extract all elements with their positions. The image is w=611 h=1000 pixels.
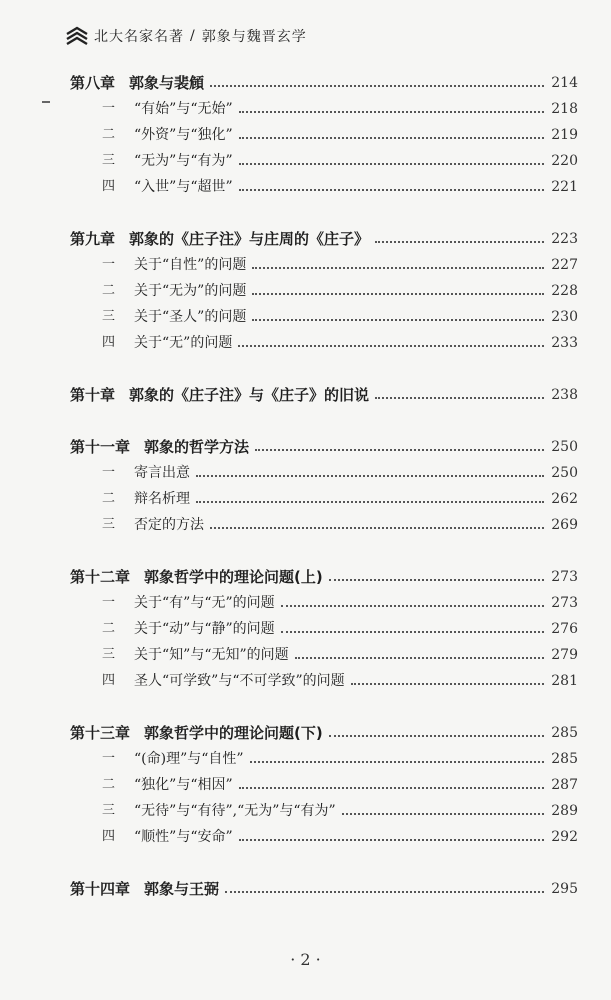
section-entry-page: 262 bbox=[551, 491, 578, 507]
section-entry-page: 233 bbox=[551, 335, 578, 351]
header-separator: / bbox=[190, 28, 196, 44]
margin-mark bbox=[42, 101, 50, 103]
section-entry-label: 一 bbox=[102, 257, 116, 272]
dot-leader bbox=[225, 883, 544, 893]
section-entry-label: 三 bbox=[102, 309, 116, 324]
chapter-entry-title: 郭象哲学中的理论问题(下) bbox=[144, 724, 323, 742]
section-entry-page: 292 bbox=[551, 829, 578, 845]
section-entry-label: 四 bbox=[102, 335, 116, 350]
section-entry-page: 289 bbox=[551, 803, 578, 819]
chapter-entry-page: 295 bbox=[551, 881, 578, 897]
dot-leader bbox=[239, 129, 544, 139]
section-entry-label: 二 bbox=[102, 283, 116, 298]
chapter-entry-page: 214 bbox=[551, 75, 578, 91]
running-header bbox=[64, 22, 307, 50]
dot-leader bbox=[255, 441, 544, 451]
chapter-entry-title: 郭象的哲学方法 bbox=[144, 438, 250, 456]
chapter-entry-title: 郭象的《庄子注》与《庄子》的旧说 bbox=[129, 386, 370, 404]
dot-leader bbox=[252, 285, 544, 295]
chapter-entry-label: 第九章 bbox=[70, 230, 116, 248]
section-entry bbox=[70, 278, 578, 304]
section-entry-page: 219 bbox=[551, 127, 578, 143]
section-entry-title: “入世”与“超世” bbox=[134, 179, 233, 195]
dot-leader bbox=[239, 155, 544, 165]
section-entry bbox=[70, 512, 578, 538]
chapter-entry-title: 郭象哲学中的理论问题(上) bbox=[144, 568, 323, 586]
section-entry-title: “有始”与“无始” bbox=[134, 101, 233, 117]
chapter-gap bbox=[70, 538, 578, 564]
dot-leader bbox=[329, 571, 544, 581]
section-entry-page: 273 bbox=[551, 595, 578, 611]
chapter-entry bbox=[70, 564, 578, 590]
section-entry-title: 关于“有”与“无”的问题 bbox=[134, 595, 275, 611]
chapter-entry-title: 郭象与王弼 bbox=[144, 880, 220, 898]
dot-leader bbox=[375, 389, 544, 399]
section-entry-title: 寄言出意 bbox=[134, 465, 190, 481]
dot-leader bbox=[329, 727, 544, 737]
section-entry-label: 三 bbox=[102, 647, 116, 662]
university-logo-icon bbox=[64, 24, 90, 48]
section-entry bbox=[70, 96, 578, 122]
section-entry bbox=[70, 460, 578, 486]
section-entry bbox=[70, 642, 578, 668]
book-title: 郭象与魏晋玄学 bbox=[201, 29, 307, 45]
dot-leader bbox=[351, 675, 544, 685]
section-entry-title: 关于“无为”的问题 bbox=[134, 283, 247, 299]
table-of-contents bbox=[70, 70, 578, 902]
section-entry bbox=[70, 252, 578, 278]
section-entry-title: 圣人“可学致”与“不可学致”的问题 bbox=[134, 673, 345, 689]
section-entry-page: 221 bbox=[551, 179, 578, 195]
section-entry-title: “外资”与“独化” bbox=[134, 127, 233, 143]
section-entry-label: 一 bbox=[102, 751, 116, 766]
section-entry bbox=[70, 122, 578, 148]
dot-leader bbox=[239, 103, 544, 113]
section-entry bbox=[70, 148, 578, 174]
dot-leader bbox=[239, 831, 544, 841]
section-entry-page: 281 bbox=[551, 673, 578, 689]
dot-leader bbox=[252, 259, 544, 269]
section-entry-page: 218 bbox=[551, 101, 578, 117]
chapter-entry-label: 第十四章 bbox=[70, 880, 131, 898]
section-entry bbox=[70, 824, 578, 850]
dot-leader bbox=[239, 779, 544, 789]
chapter-entry-page: 250 bbox=[551, 439, 578, 455]
chapter-entry-page: 238 bbox=[551, 387, 578, 403]
section-entry bbox=[70, 304, 578, 330]
section-entry-title: 关于“动”与“静”的问题 bbox=[134, 621, 275, 637]
section-entry bbox=[70, 330, 578, 356]
section-entry-label: 三 bbox=[102, 803, 116, 818]
section-entry bbox=[70, 772, 578, 798]
chapter-entry-page: 273 bbox=[551, 569, 578, 585]
section-entry-label: 四 bbox=[102, 179, 116, 194]
section-entry-label: 二 bbox=[102, 777, 116, 792]
section-entry bbox=[70, 590, 578, 616]
section-entry-page: 287 bbox=[551, 777, 578, 793]
dot-leader bbox=[281, 597, 544, 607]
section-entry-title: 关于“圣人”的问题 bbox=[134, 309, 247, 325]
section-entry bbox=[70, 616, 578, 642]
chapter-entry-label: 第十章 bbox=[70, 386, 116, 404]
section-entry-title: 辩名析理 bbox=[134, 491, 190, 507]
dot-leader bbox=[252, 311, 544, 321]
section-entry-page: 220 bbox=[551, 153, 578, 169]
chapter-gap bbox=[70, 694, 578, 720]
section-entry-page: 230 bbox=[551, 309, 578, 325]
section-entry-page: 285 bbox=[551, 751, 578, 767]
page-number: · 2 · bbox=[290, 950, 321, 969]
chapter-entry bbox=[70, 226, 578, 252]
section-entry-page: 227 bbox=[551, 257, 578, 273]
section-entry-label: 四 bbox=[102, 673, 116, 688]
chapter-entry-title: 郭象与裴頠 bbox=[129, 74, 205, 92]
dot-leader bbox=[295, 649, 544, 659]
chapter-gap bbox=[70, 850, 578, 876]
section-entry-title: 关于“自性”的问题 bbox=[134, 257, 247, 273]
chapter-entry-label: 第十一章 bbox=[70, 438, 131, 456]
section-entry-label: 二 bbox=[102, 491, 116, 506]
dot-leader bbox=[238, 337, 544, 347]
section-entry-title: 否定的方法 bbox=[134, 517, 204, 533]
section-entry-title: “(命)理”与“自性” bbox=[134, 751, 244, 767]
section-entry bbox=[70, 174, 578, 200]
chapter-entry bbox=[70, 434, 578, 460]
chapter-gap bbox=[70, 200, 578, 226]
chapter-entry bbox=[70, 382, 578, 408]
dot-leader bbox=[210, 77, 544, 87]
section-entry bbox=[70, 746, 578, 772]
chapter-entry-title: 郭象的《庄子注》与庄周的《庄子》 bbox=[129, 230, 370, 248]
dot-leader bbox=[375, 233, 544, 243]
chapter-entry-page: 285 bbox=[551, 725, 578, 741]
dot-leader bbox=[250, 753, 544, 763]
section-entry bbox=[70, 668, 578, 694]
chapter-entry bbox=[70, 720, 578, 746]
chapter-entry bbox=[70, 70, 578, 96]
dot-leader bbox=[196, 493, 544, 503]
chapter-gap bbox=[70, 356, 578, 382]
chapter-entry bbox=[70, 876, 578, 902]
section-entry-label: 二 bbox=[102, 621, 116, 636]
dot-leader bbox=[210, 519, 544, 529]
section-entry-label: 一 bbox=[102, 595, 116, 610]
section-entry-page: 276 bbox=[551, 621, 578, 637]
section-entry-title: “无待”与“有待”,“无为”与“有为” bbox=[134, 803, 336, 819]
section-entry-page: 250 bbox=[551, 465, 578, 481]
section-entry-page: 269 bbox=[551, 517, 578, 533]
section-entry-label: 三 bbox=[102, 153, 116, 168]
section-entry-label: 三 bbox=[102, 517, 116, 532]
dot-leader bbox=[281, 623, 544, 633]
series-title: 北大名家名著 bbox=[94, 29, 184, 45]
section-entry bbox=[70, 486, 578, 512]
chapter-gap bbox=[70, 408, 578, 434]
section-entry-title: 关于“知”与“无知”的问题 bbox=[134, 647, 289, 663]
section-entry-page: 228 bbox=[551, 283, 578, 299]
dot-leader bbox=[239, 181, 544, 191]
section-entry-title: “无为”与“有为” bbox=[134, 153, 233, 169]
chapter-entry-page: 223 bbox=[551, 231, 578, 247]
dot-leader bbox=[342, 805, 544, 815]
chapter-entry-label: 第八章 bbox=[70, 74, 116, 92]
section-entry-label: 四 bbox=[102, 829, 116, 844]
section-entry-title: “独化”与“相因” bbox=[134, 777, 233, 793]
chapter-entry-label: 第十三章 bbox=[70, 724, 131, 742]
dot-leader bbox=[196, 467, 544, 477]
section-entry-title: 关于“无”的问题 bbox=[134, 335, 233, 351]
section-entry-page: 279 bbox=[551, 647, 578, 663]
chapter-entry-label: 第十二章 bbox=[70, 568, 131, 586]
section-entry-label: 一 bbox=[102, 101, 116, 116]
section-entry bbox=[70, 798, 578, 824]
section-entry-label: 一 bbox=[102, 465, 116, 480]
section-entry-title: “顺性”与“安命” bbox=[134, 829, 233, 845]
section-entry-label: 二 bbox=[102, 127, 116, 142]
